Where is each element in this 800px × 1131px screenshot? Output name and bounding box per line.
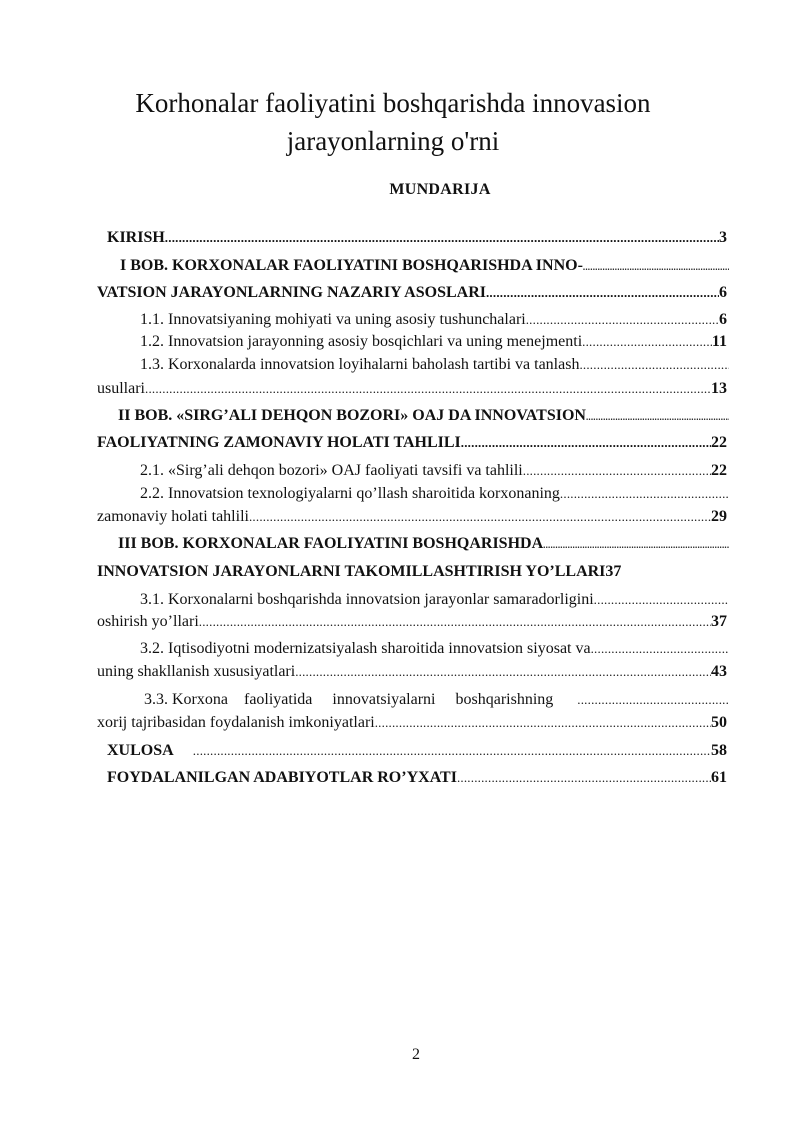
toc-entry-page: 43 [711,663,727,680]
dot-leader [165,227,719,249]
toc-entry-title: XULOSA [107,742,193,759]
toc-entry-title: zamonaviy holati tahlili [97,508,249,525]
toc-entry-section-1-3[interactable] [140,354,729,376]
toc-entry-page: 22 [711,434,727,451]
toc-entry-title: VATSION JARAYONLARNING NAZARIY ASOSLARI [97,284,486,301]
toc-entry-title: FOYDALANILGAN ADABIYOTLAR RO’YXATI [107,769,457,786]
toc-entry-title: 3.3. Korxona faoliyatida innovatsiyalarni boshqarishning [140,691,578,708]
dot-leader [295,661,711,683]
page-number: 2 [412,1046,420,1063]
dot-leader [199,611,711,633]
dot-leader [193,740,711,762]
toc-entry-title: oshirish yo’llari [97,613,199,630]
toc-entry-chapter-1-cont[interactable] [97,282,727,304]
toc-entry-section-3-2-cont[interactable] [97,661,727,683]
toc-entry-title: 1.1. Innovatsiyaning mohiyati va uning asosiy tushunchalari [140,311,526,328]
toc-entry-section-1-3-cont[interactable] [97,378,727,400]
toc-entry-page: 61 [711,769,727,786]
toc-entry-section-3-3[interactable] [140,689,729,711]
title-line-1: Korhonalar faoliyatini boshqarishda innovasion [135,88,651,118]
toc-entry-page: 50 [711,714,727,731]
toc-entry-section-3-1[interactable] [140,589,729,611]
dot-leader [486,282,719,304]
dot-leader [375,712,711,734]
toc-entry-section-2-2[interactable] [140,483,729,505]
toc-entry-title: 2.2. Innovatsion texnologiyalarni qo’llash sharoitida korxonaning [140,485,560,502]
toc-entry-chapter-2-cont[interactable] [97,432,727,454]
dot-leader [526,309,719,331]
toc-entry-page: 6 [719,284,727,301]
dot-leader [560,483,729,505]
toc-entry-page: 29 [711,508,727,525]
toc-entry-page: 58 [711,742,727,759]
toc-entry-page: 3 [719,229,727,246]
toc-entry-title: I BOB. KORXONALAR FAOLIYATINI BOSHQARISHDA INNO- [120,257,583,274]
toc-entry-section-1-2[interactable] [140,331,727,353]
contents-heading: MUNDARIJA [389,181,491,198]
toc-entry-title: II BOB. «SIRG’ALI DEHQON BOZORI» OAJ DA INNOVATSION [118,407,586,424]
dot-leader [579,354,729,376]
toc-entry-title: usullari [97,380,145,397]
dot-leader [461,432,711,454]
toc-entry-title: 1.3. Korxonalarda innovatsion loyihalarni baholash tartibi va tanlash [140,356,580,373]
dot-leader [543,534,729,555]
dot-leader [249,506,711,528]
dot-leader [583,256,729,277]
toc-entry-chapter-1[interactable] [120,255,729,277]
toc-entry-section-3-2[interactable] [140,638,729,660]
toc-entry-page: 11 [711,333,727,350]
toc-entry-title: 2.1. «Sirg’ali dehqon bozori» OAJ faoliyati tavsifi va tahlili [140,462,523,479]
toc-entry-page: 13 [711,380,727,397]
toc-entry-chapter-3[interactable] [118,533,729,555]
toc-entry-title: III BOB. KORXONALAR FAOLIYATINI BOSHQARISHDA [118,535,544,552]
toc-entry-xulosa[interactable] [107,740,727,762]
toc-entry-references[interactable] [107,767,727,789]
toc-entry-section-3-3-cont[interactable] [97,712,727,734]
toc-entry-title: 1.2. Innovatsion jarayonning asosiy bosqichlari va uning menejmenti [140,333,583,350]
dot-leader [586,406,729,427]
dot-leader [523,460,711,482]
toc-entry-kirish[interactable] [107,227,727,249]
document-title [0,84,786,160]
toc-entry-chapter-2[interactable] [118,405,729,427]
toc-entry-title: 3.1. Korxonalarni boshqarishda innovatsion jarayonlar samaradorligini [140,591,594,608]
toc-entry-page: 37 [605,563,622,580]
dot-leader [594,589,729,611]
dot-leader [582,331,712,353]
toc-entry-section-1-1[interactable] [140,309,727,331]
toc-entry-title: KIRISH [107,229,165,246]
dot-leader [577,689,729,711]
toc-entry-page: 22 [711,462,727,479]
dot-leader [591,638,729,660]
toc-entry-page: 37 [711,613,727,630]
dot-leader [145,378,711,400]
toc-entry-section-3-1-cont[interactable] [97,611,727,633]
toc-entry-title: xorij tajribasidan foydalanish imkoniyatlari [97,714,375,731]
toc-entry-section-2-1[interactable] [140,460,727,482]
dot-leader [457,767,711,789]
toc-entry-title: uning shakllanish xususiyatlari [97,663,296,680]
toc-entry-section-2-2-cont[interactable] [97,506,727,528]
toc-entry-page: 6 [719,311,727,328]
toc-entry-chapter-3-cont[interactable] [97,561,727,583]
toc-entry-title: FAOLIYATNING ZAMONAVIY HOLATI TAHLILI [97,434,461,451]
title-line-2: jarayonlarning o'rni [286,126,500,156]
toc-entry-title: 3.2. Iqtisodiyotni modernizatsiyalash sharoitida innovatsion siyosat va [140,640,591,657]
toc-entry-title: INNOVATSION JARAYONLARNI TAKOMILLASHTIRISH YO’LLARI [97,563,606,580]
